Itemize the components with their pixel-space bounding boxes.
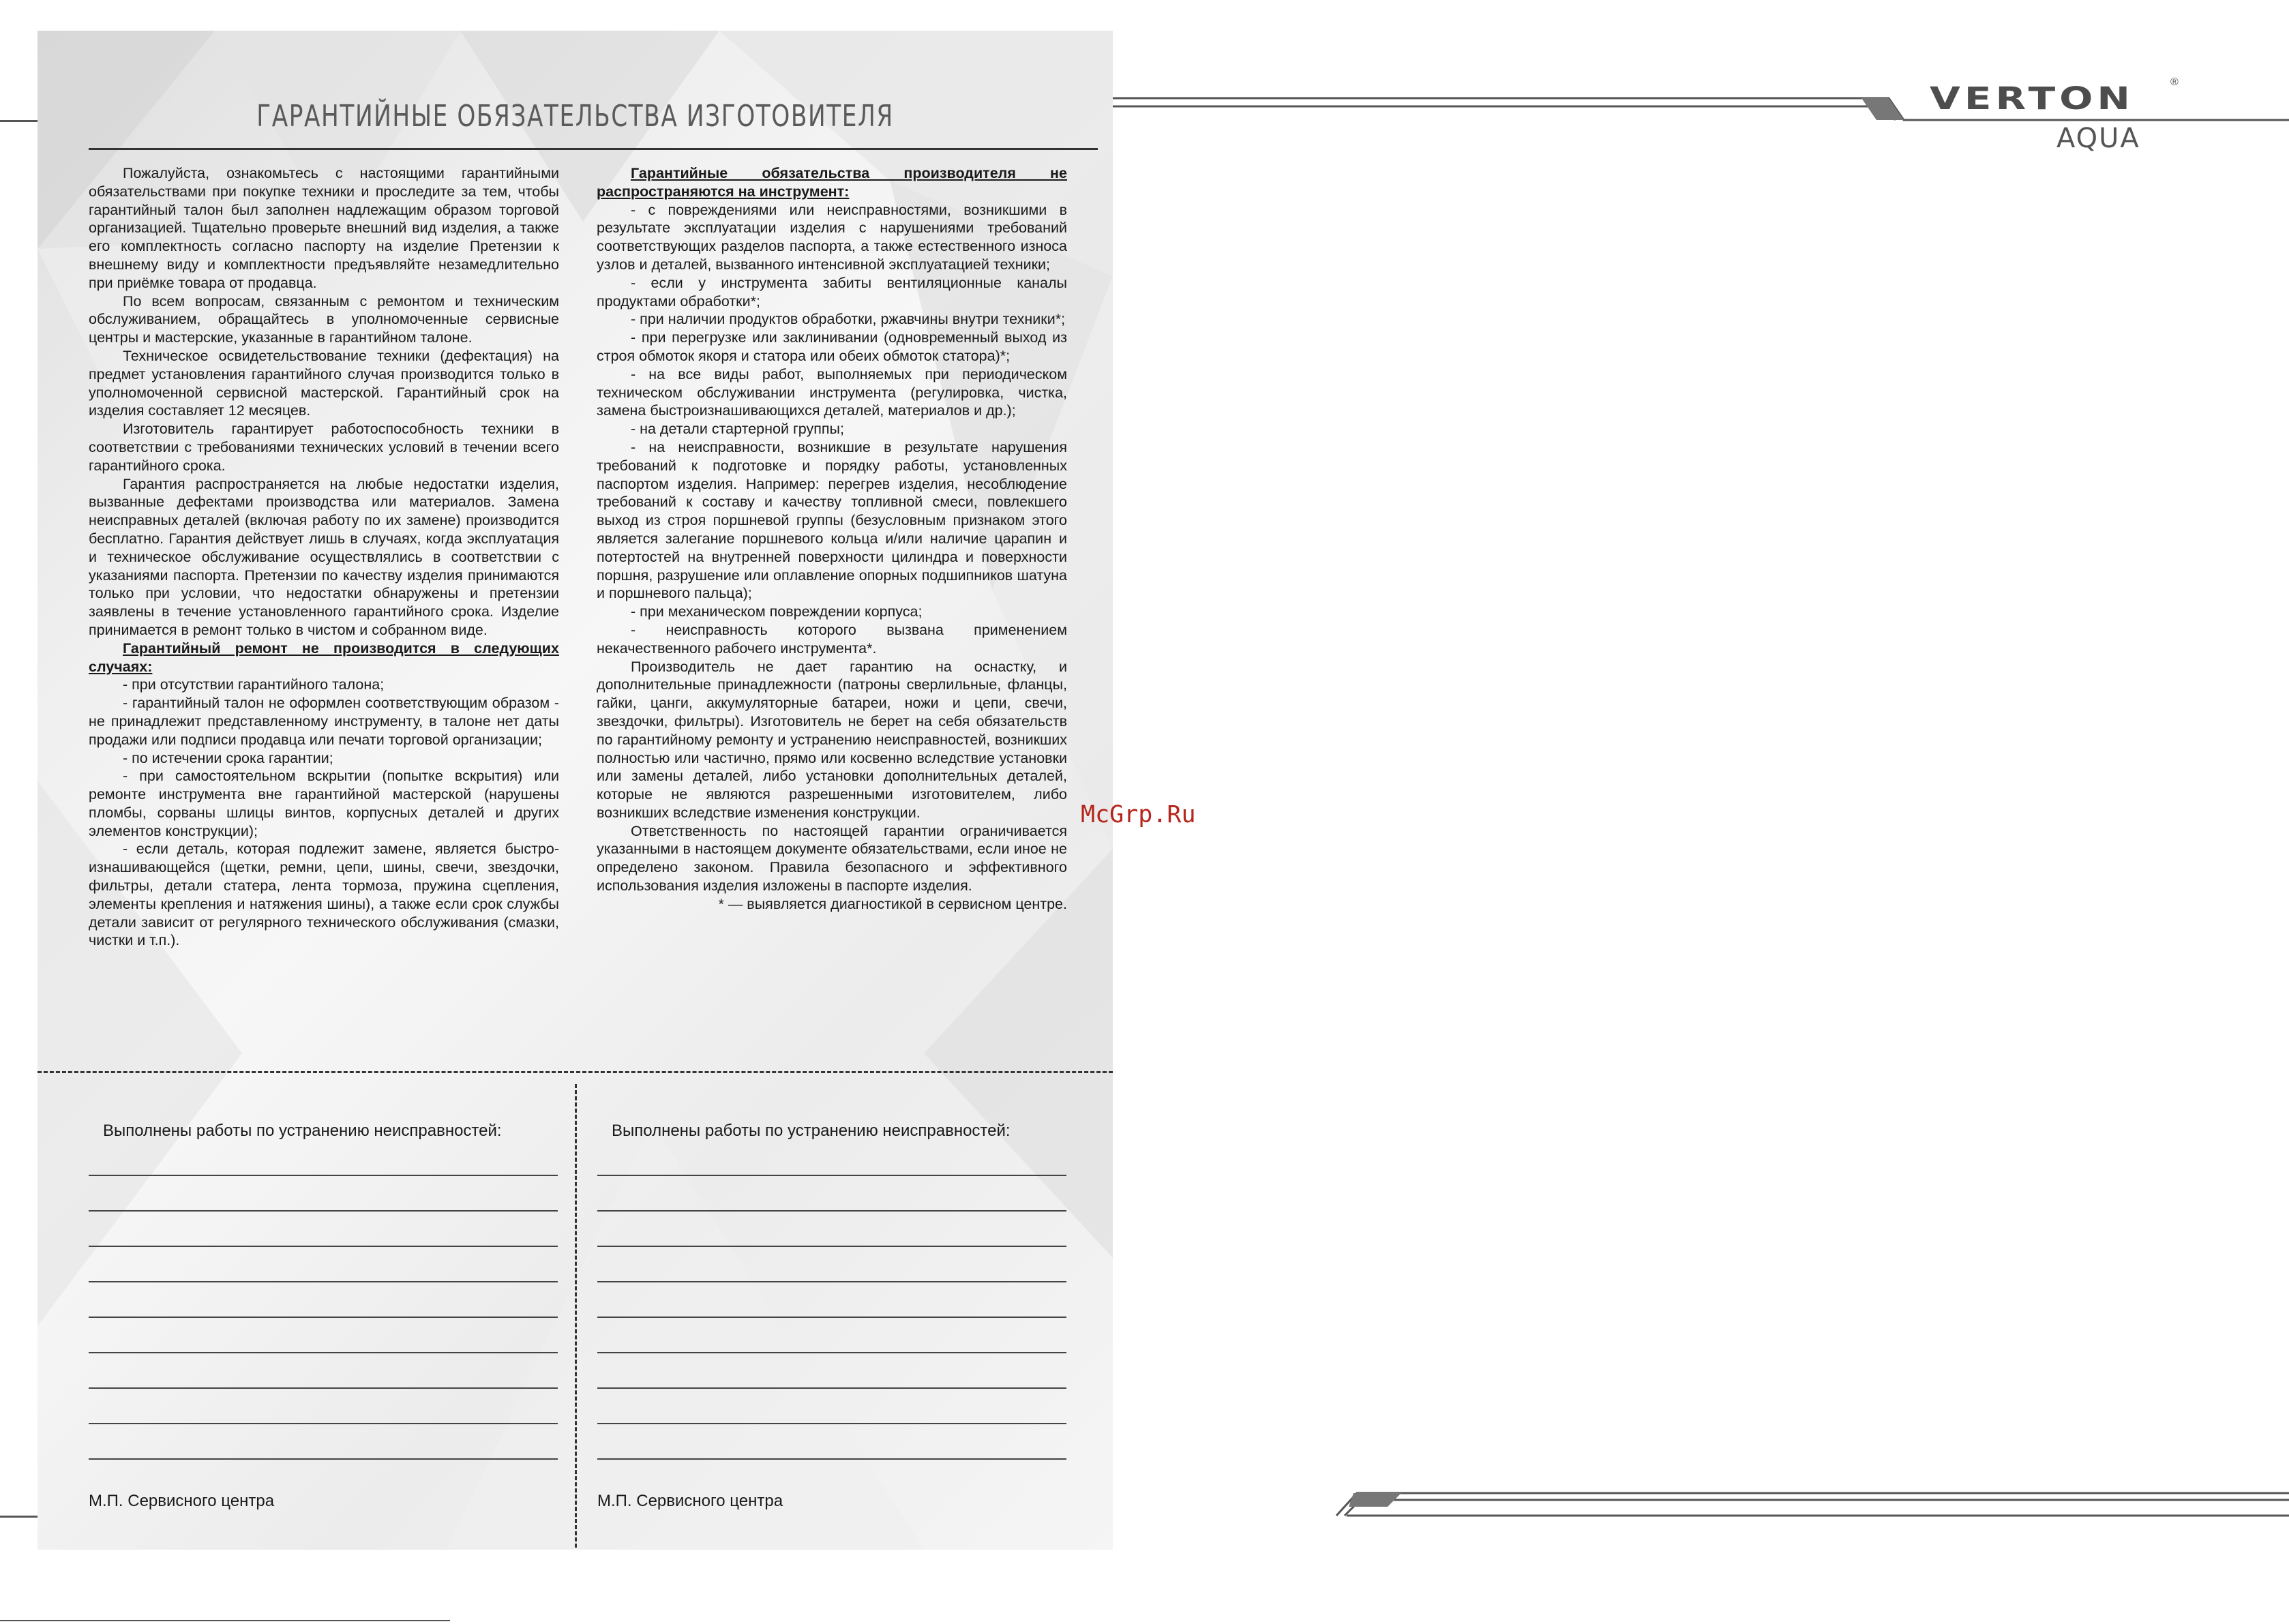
fill-line	[89, 1458, 558, 1460]
frame-line-bottom-left	[0, 1516, 38, 1518]
list-item: - неисправность которого вызвана применением некачественного рабочего инструмента*.	[597, 621, 1067, 657]
footnote: * — выявляется диагностикой в сервисном центре.	[718, 895, 1067, 912]
list-item: - гарантийный талон не оформлен соответствующим образом - не принадлежит представленному инструменту, в талоне нет даты продажи или подписи продавца или печати торговой организации;	[89, 695, 559, 748]
coupon-left-fill-lines	[89, 1175, 558, 1494]
fill-line	[597, 1458, 1066, 1460]
list-item: - при механическом повреждении корпуса;	[631, 603, 923, 620]
paragraph: По всем вопросам, связанным с ремонтом и техническим обслуживанием, обращайтесь в уполномоченные сервисные центры и мастерские, указанные в гарантийном талоне.	[89, 292, 559, 346]
right-text-column	[597, 164, 1067, 914]
fill-line	[89, 1352, 558, 1353]
fill-line	[89, 1210, 558, 1212]
fill-line	[89, 1281, 558, 1282]
list-item: - при наличии продуктов обработки, ржавчины внутри техники*;	[631, 311, 1066, 328]
fill-line	[597, 1281, 1066, 1282]
coupon-right-stamp-label: М.П. Сервисного центра	[597, 1492, 783, 1510]
fill-line	[597, 1246, 1066, 1247]
fill-line	[89, 1246, 558, 1247]
page-title: ГАРАНТИЙНЫЕ ОБЯЗАТЕЛЬСТВА ИЗГОТОВИТЕЛЯ	[256, 99, 894, 134]
list-item: - при перегрузке или заклинивании (одновременный выход из строя обмоток якоря и статора или обеих обмоток статора)*;	[597, 329, 1067, 364]
coupon-left-works-label: Выполнены работы по устранению неисправностей:	[103, 1122, 502, 1140]
paragraph: Производитель не дает гарантию на оснастку, и дополнительные принадлежности (патроны сверлильные, фланцы, гайки, цанги, аккумуляторные батареи, ножи и цепи, свечи, звездочки, фильтры). Изготовитель не берет на себя обязательств по гарантийному ремонту и устранению неисправностей, возникших полностью или частично, прямо или косвенно вследствие установки или замены деталей, либо установки дополнительных деталей, которые не являются разрешенными изготовителем, либо возникших вследствие изменения конструкции.	[597, 658, 1067, 821]
fill-line	[597, 1387, 1066, 1389]
fill-line	[597, 1423, 1066, 1424]
fill-line	[597, 1317, 1066, 1318]
coupon-left-stamp-label: М.П. Сервисного центра	[89, 1492, 275, 1510]
brand-name: VERTON	[1930, 80, 2134, 117]
list-item: - если деталь, которая подлежит замене, является быстро-изнашивающейся (щетки, ремни, цепи, шины, свечи, звездочки, фильтры, детали статера, лента тормоза, пружина сцепления, элементы крепления и натяжения шины), а также если срок службы детали зависит от регулярного технического обслуживания (смазки, чистки и т.п.).	[89, 841, 559, 949]
paragraph: Гарантия распространяется на любые недостатки изделия, вызванные дефектами производства или материалов. Замена неисправных деталей (включая работу по их замене) производится бесплатно. Гарантия действует лишь в случаях, когда эксплуатация и техническое обслуживание осуществлялись в соответствии с указаниями паспорта. Претензии по качеству изделия принимаются только при условии, что недостатки обнаружены и претензии заявлены в течение установленного гарантийного срока. Изделие принимается в ремонт только в чистом и собранном виде.	[89, 475, 559, 638]
coupon-right-works-label: Выполнены работы по устранению неисправностей:	[612, 1122, 1011, 1140]
fill-line	[89, 1423, 558, 1424]
warranty-page	[38, 31, 1113, 1550]
list-item: - при самостоятельном вскрытии (попытке вскрытия) или ремонте инструмента вне гарантийной мастерской (нарушены пломбы, сорваны шлицы винтов, корпусных деталей и других элементов конструкции);	[89, 768, 559, 839]
list-item: - по истечении срока гарантии;	[123, 749, 333, 766]
title-underline	[89, 148, 1098, 150]
frame-line-top-left	[0, 120, 38, 122]
paragraph: Пожалуйста, ознакомьтесь с настоящими гарантийными обязательствами при покупке техники и проследите за тем, чтобы гарантийный талон был заполнен надлежащим образом торговой организацией. Тщательно проверьте внешний вид изделия, а также его комплектность согласно паспорту на изделие Претензии к внешнему виду и комплектности предъявляйте незамедлительно при приёмке товара от продавца.	[89, 165, 559, 291]
list-item: - на все виды работ, выполняемых при периодическом техническом обслуживании инструмента (регулировка, чистка, замена быстроизнашивающихся деталей, материалов и др.);	[597, 365, 1067, 419]
brand-sub: AQUA	[2056, 123, 2140, 154]
coupon-right-fill-lines	[597, 1175, 1066, 1494]
list-item: - если у инструмента забиты вентиляционные каналы продуктами обработки*;	[597, 274, 1067, 310]
fill-line	[597, 1352, 1066, 1353]
left-text-column	[89, 164, 559, 950]
paragraph: Изготовитель гарантирует работоспособность техники в соответствии с требованиями технических условий в течении всего гарантийного срока.	[89, 421, 559, 474]
cut-line-vertical	[575, 1084, 577, 1548]
frame-line-footer	[0, 1620, 450, 1621]
list-item: - на детали стартерной группы;	[631, 421, 844, 438]
fill-line	[89, 1175, 558, 1176]
paragraph: Ответственность по настоящей гарантии ограничивается указанными в настоящем документе обязательствами, если иное не определено законом. Правила безопасного и эффективного использования изделия изложены в паспорте изделия.	[597, 822, 1067, 894]
fill-line	[89, 1387, 558, 1389]
list-item: - с повреждениями или неисправностями, возникшими в результате эксплуатации изделия с нарушениями требований соответствующих разделов паспорта, а также естественного износа узлов и деталей, вызванного интенсивной эксплуатацией техники;	[597, 201, 1067, 273]
section-heading: Гарантийные обязательства производителя не распространяются на инструмент:	[597, 165, 1067, 200]
fill-line	[597, 1175, 1066, 1176]
cut-line-horizontal	[38, 1071, 1113, 1073]
registered-mark: ®	[2170, 76, 2179, 88]
list-item: - при отсутствии гарантийного талона;	[123, 676, 385, 693]
fill-line	[597, 1210, 1066, 1212]
paragraph: Техническое освидетельствование техники (дефектация) на предмет установления гарантийного случая производится только в уполномоченной сервисной мастерской. Гарантийный срок на изделия составляет 12 месяцев.	[89, 347, 559, 419]
verton-aqua-logo	[1930, 76, 2179, 154]
section-heading: Гарантийный ремонт не производится в следующих случаях:	[89, 640, 559, 675]
list-item: - на неисправности, возникшие в результате нарушения требований к подготовке и порядку работы, установленных паспортом изделия. Например: перегрев изделия, несоблюдение требований к составу и качеству топливной смеси, повлекшего выход из строя поршневой группы (безусловным признаком этого является залегание поршневого кольца и/или наличие царапин и потертостей на внутренней поверхности цилиндра и поверхности поршня, разрушение или оплавление опорных подшипников шатуна и поршневого пальца);	[597, 438, 1067, 602]
fill-line	[89, 1317, 558, 1318]
watermark-link[interactable]: McGrp.Ru	[1081, 801, 1196, 828]
